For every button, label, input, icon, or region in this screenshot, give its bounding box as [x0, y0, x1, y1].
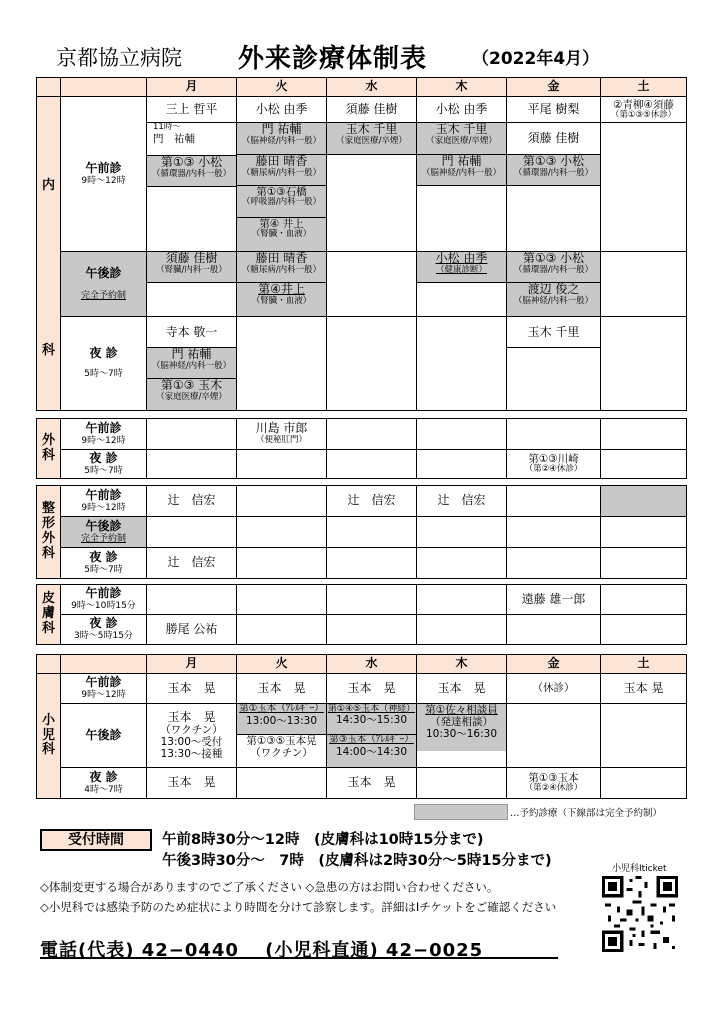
note-2: ◇小児科では感染予防のため症状により時間を分けて診察します。詳細はIチケットをご確認ください: [40, 900, 557, 914]
doctor-mon: 三上 哲平: [147, 97, 237, 123]
reception-label: 受付時間: [40, 829, 152, 851]
dept-dermatology: 皮 膚 科: [37, 585, 61, 645]
dept-orthopedics: 整 形 外 科: [37, 486, 61, 579]
slot-night: 夜 診 5時〜7時: [61, 548, 147, 579]
ortho-am-mon: 辻 信宏: [147, 486, 237, 517]
peds-day-header-row: 月 火 水 木 金 土: [37, 655, 687, 674]
reception-am: 午前8時30分〜12時 (皮膚科は10時15分まで): [162, 832, 484, 848]
doctor-wed: 須藤 佳樹: [327, 97, 417, 123]
peds-night-fri: 第①③玉本 （第②④休診）: [507, 768, 601, 799]
slot-am: 午前診 9時〜12時: [61, 486, 147, 517]
surgery-night-fri: 第①③川崎 （第②④休診）: [507, 450, 601, 479]
dept-internal: 内 科: [37, 97, 61, 411]
page-title: 外来診療体制表: [238, 44, 428, 74]
doctor-fri: 平尾 樹梨: [507, 97, 601, 123]
night-fri: 玉木 千里: [507, 317, 601, 411]
doctor-sat: ②青柳④須藤 （第①③⑤休診）: [601, 97, 687, 123]
slot-pm: 午後診 完全予約制: [61, 252, 147, 317]
legend-swatch: [414, 804, 508, 820]
am-thu: 玉木 千里 （家庭医療/卒煙） 門 祐輔 （脳神経/内科一般）: [417, 123, 507, 252]
dept-surgery: 外 科: [37, 419, 61, 479]
pediatrics-table: 月 火 水 木 金 土 小 児 科 午前診 9時〜12時 玉本 晃 玉本 晃 玉本 晃 玉本 晃 （休診） 玉本 晃 午後診 玉本 晃 （ワクチン） 13:00〜受付 13:30〜接種 第①玉本（ｱﾚﾙｷﾞｰ） 13:00〜13:30 第①③⑤玉本晃 （ワクチン） 第①④⑤玉本（神経） 14:30〜15:30 第③玉本（ｱﾚﾙｷﾞｰ） 14:00〜14:30 第①佐々相談員 （発達相談） 10:30〜16:30 夜 診 4時〜7時 玉本 晃 玉本 晃 第①③玉本 （第②④休診）: [36, 654, 687, 799]
qr-code-icon[interactable]: [602, 876, 678, 952]
ortho-night-mon: 辻 信宏: [147, 548, 237, 579]
night-thu: [417, 317, 507, 411]
page-header: [40, 38, 720, 72]
phone-numbers: 電話(代表) 42−0440 (小児科直通) 42−0025: [40, 940, 484, 961]
am-wed: 玉木 千里 （家庭医療/卒煙）: [327, 123, 417, 252]
hospital-name: 京都協立病院: [56, 46, 182, 70]
slot-night: 夜 診 3時〜5時15分: [61, 615, 147, 645]
slot-am: 午前診 9時〜12時: [61, 419, 147, 450]
day-sat: 土: [601, 78, 687, 97]
internal-medicine-table: [36, 77, 687, 411]
slot-pm: 午後診: [61, 704, 147, 768]
legend-text: …予約診療（下線部は完全予約制）: [510, 808, 663, 819]
pm-thu: 小松 由季 （健康診断）: [417, 252, 507, 317]
dermatology-table: [36, 584, 687, 645]
ortho-am-thu: 辻 信宏: [417, 486, 507, 517]
slot-night: 夜 診 5時〜7時: [61, 450, 147, 479]
pm-tue: 藤田 晴香 （糖尿病/内科一般） 第④井上 （腎臓・血液）: [237, 252, 327, 317]
slot-night: 夜 診 4時〜7時: [61, 768, 147, 799]
derm-night-mon: 勝尾 公祐: [147, 615, 237, 645]
pm-fri: 第①③ 小松 （循環器/内科一般） 渡辺 俊之 （脳神経/内科一般）: [507, 252, 601, 317]
am-tue: 門 祐輔 （脳神経/内科一般） 藤田 晴香 （糖尿病/内科一般） 第①③石橋 （呼吸器/内科一般） 第④ 井上 （腎臓・血液）: [237, 123, 327, 252]
derm-am-fri: 遠藤 雄一郎: [507, 585, 601, 615]
surgery-am-tue: 川島 市郎 （便秘肛門）: [237, 419, 327, 450]
day-thu: 木: [417, 78, 507, 97]
orthopedics-table: [36, 485, 687, 579]
pm-mon: 須藤 佳樹 （腎臓/内科一般）: [147, 252, 237, 317]
day-wed: 水: [327, 78, 417, 97]
schedule-date: （2022年4月）: [472, 49, 600, 69]
night-mon: 寺本 敬一 門 祐輔 （脳神経/内科一般） 第①③ 玉木 （家庭医療/卒煙）: [147, 317, 237, 411]
slot-am: 午前診 9時〜10時15分: [61, 585, 147, 615]
day-fri: 金: [507, 78, 601, 97]
qr-label: 小児科Iticket: [612, 864, 667, 874]
peds-pm-tue: 第①玉本（ｱﾚﾙｷﾞｰ） 13:00〜13:30 第①③⑤玉本晃 （ワクチン）: [237, 704, 327, 768]
pm-wed: [327, 252, 417, 317]
night-wed: [327, 317, 417, 411]
slot-am: 午前診 9時〜12時: [61, 674, 147, 704]
surgery-table: [36, 418, 687, 479]
slot-night: 夜 診 5時〜7時: [61, 317, 147, 411]
phone-underline: [40, 957, 558, 959]
ortho-am-wed: 辻 信宏: [327, 486, 417, 517]
peds-pm-mon: 玉本 晃 （ワクチン） 13:00〜受付 13:30〜接種: [147, 704, 237, 768]
dept-pediatrics: 小 児 科: [37, 674, 61, 799]
day-tue: 火: [237, 78, 327, 97]
slot-am: 午前診 9時〜12時: [61, 97, 147, 252]
slot-pm: 午後診 完全予約制: [61, 517, 147, 548]
day-mon: 月: [147, 78, 237, 97]
reception-pm: 午後3時30分〜 7時 (皮膚科は2時30分〜5時15分まで): [162, 853, 552, 869]
doctor-tue: 小松 由季: [237, 97, 327, 123]
night-tue: [237, 317, 327, 411]
night-sat: [601, 317, 687, 411]
note-1: ◇体制変更する場合がありますのでご了承ください ◇急患の方はお問い合わせください。: [40, 880, 499, 894]
am-mon: 11時〜 門 祐輔 第①③ 小松 （循環器/内科一般）: [147, 123, 237, 252]
am-fri: 須藤 佳樹 第①③ 小松 （循環器/内科一般）: [507, 123, 601, 252]
peds-pm-wed: 第①④⑤玉本（神経） 14:30〜15:30 第③玉本（ｱﾚﾙｷﾞｰ） 14:00〜14:30: [327, 704, 417, 768]
peds-pm-thu: 第①佐々相談員 （発達相談） 10:30〜16:30: [417, 704, 507, 768]
day-header-row: [37, 78, 687, 97]
am-sat: [601, 123, 687, 252]
doctor-thu: 小松 由季: [417, 97, 507, 123]
pm-sat: [601, 252, 687, 317]
